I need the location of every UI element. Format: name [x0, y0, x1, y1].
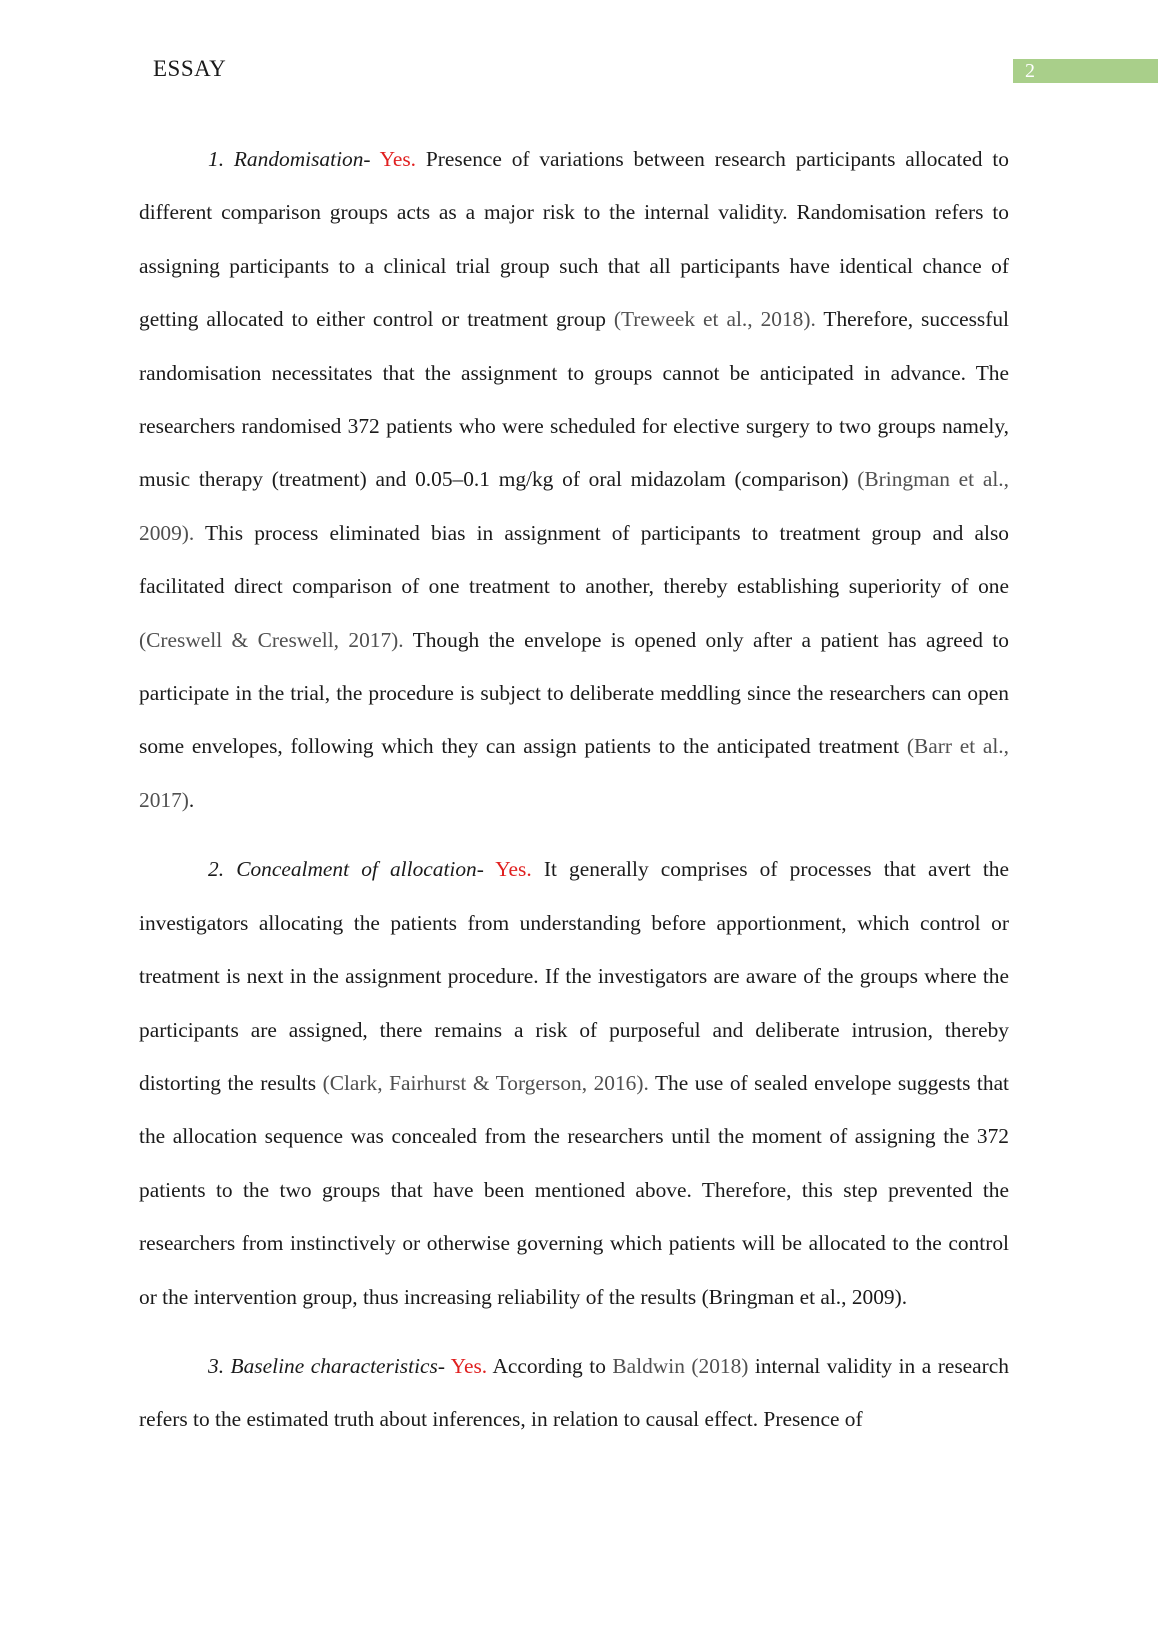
answer-yes: Yes.: [495, 857, 532, 882]
paragraph-randomisation: [139, 133, 1009, 827]
page-number: 2: [1013, 59, 1158, 83]
heading-dash: -: [476, 857, 496, 882]
citation: Baldwin (2018): [612, 1353, 749, 1378]
body-text: Therefore, successful randomisation necessitates that the assignment to groups cannot be anticipated in advance. The researchers randomised 372 patients who were scheduled for elective surgery to two groups namely, music therapy (treatment) and 0.05–0.1 mg/kg of oral midazolam (comparison): [139, 307, 1009, 492]
section-heading: 3. Baseline characteristics: [208, 1353, 438, 1378]
body-text: .: [901, 1284, 908, 1309]
section-heading: 2. Concealment of allocation: [208, 857, 477, 882]
body-text: This process eliminated bias in assignment of participants to treatment group and also facilitated direct comparison of one treatment to another, thereby establishing superiority of one: [139, 520, 1009, 599]
citation: (Creswell & Creswell, 2017).: [139, 627, 404, 652]
citation: (Treweek et al., 2018).: [613, 307, 816, 332]
heading-dash: -: [437, 1353, 451, 1378]
body-text: The use of sealed envelope suggests that the allocation sequence was concealed from the researchers until the moment of assigning the 372 patients to the two groups that have been mentioned above. Therefore, this step prevented the researchers from instinctively or otherwise governing which patients will be allocated to the control or the intervention group, thus increasing reliability of the results: [139, 1070, 1009, 1309]
citation: (Bringman et al., 2009): [701, 1284, 902, 1309]
body-text: .: [188, 787, 195, 812]
body-text: internal validity in a research refers to the estimated truth about inferences, in relation to causal effect. Presence of: [139, 1353, 1009, 1432]
essay-body: [139, 133, 1009, 1447]
body-text: Presence of variations between research participants allocated to different comparison groups acts as a major risk to the internal validity. Randomisation refers to assigning participants to a clinical trial group such that all participants have identical chance of getting allocated to either control or treatment group: [139, 147, 1009, 332]
answer-yes: Yes.: [450, 1353, 488, 1378]
body-text: Though the envelope is opened only after a patient has agreed to participate in the trial, the procedure is subject to deliberate meddling since the researchers can open some envelopes, following which they can assign patients to the anticipated treatment: [139, 627, 1010, 759]
paragraph-concealment: [139, 843, 1009, 1324]
section-heading: 1. Randomisation: [208, 147, 364, 171]
paragraph-baseline: [139, 1340, 1009, 1447]
citation: (Bringman et al., 2009).: [139, 467, 1009, 545]
body-text: According to: [487, 1353, 613, 1378]
heading-dash: -: [363, 147, 380, 171]
citation: (Barr et al., 2017): [139, 734, 1009, 812]
answer-yes: Yes.: [379, 147, 417, 171]
citation: (Clark, Fairhurst & Torgerson, 2016).: [322, 1070, 649, 1095]
running-header: ESSAY: [153, 56, 227, 81]
body-text: It generally comprises of processes that avert the investigators allocating the patients from understanding before apportionment, which control or treatment is next in the assignment procedure. If the investigators are aware of the groups where the participants are assigned, there remains a risk of purposeful and deliberate intrusion, thereby distorting the results: [139, 857, 1009, 1095]
